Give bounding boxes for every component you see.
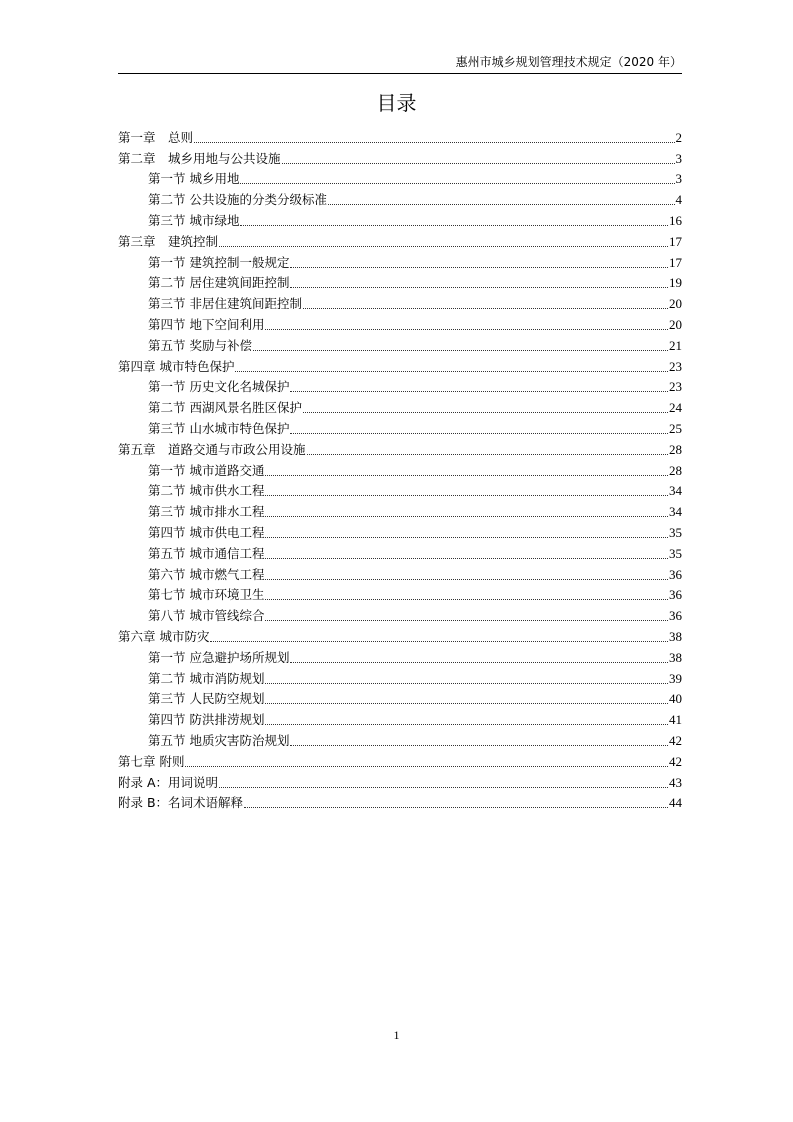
toc-dot-leader: [265, 329, 668, 330]
toc-dot-leader: [265, 724, 668, 725]
toc-entry-chapter[interactable]: [118, 229, 682, 250]
toc-dot-leader: [328, 204, 675, 205]
toc-entry-page: 42: [669, 732, 682, 748]
toc-entry-page: 35: [669, 545, 682, 561]
toc-entry-page: 3: [675, 150, 682, 166]
toc-entry-label: 第三章 建筑控制: [118, 233, 219, 249]
toc-entry-label: 第三节 人民防空规划: [148, 691, 265, 707]
toc-entry-page: 36: [669, 587, 682, 603]
toc-entry-section[interactable]: [118, 583, 682, 604]
toc-entry-label: 第七章 附则: [118, 753, 185, 769]
toc-entry-label: 第二节 公共设施的分类分级标准: [148, 192, 327, 208]
toc-dot-leader: [303, 412, 668, 413]
toc-dot-leader: [219, 246, 668, 247]
toc-entry-page: 44: [669, 795, 682, 811]
toc-entry-label: 第三节 非居住建筑间距控制: [148, 296, 302, 312]
toc-dot-leader: [290, 267, 668, 268]
toc-entry-label: 第二章 城乡用地与公共设施: [118, 150, 281, 166]
toc-dot-leader: [265, 683, 668, 684]
page-title: 目录: [376, 91, 417, 115]
toc-entry-page: 17: [669, 233, 682, 249]
toc-entry-page: 34: [669, 483, 682, 499]
toc-dot-leader: [290, 433, 668, 434]
toc-entry-page: 41: [669, 712, 682, 728]
toc-dot-leader: [265, 475, 668, 476]
toc-entry-section[interactable]: [118, 312, 682, 333]
toc-entry-page: 16: [669, 212, 682, 228]
toc-dot-leader: [265, 579, 668, 580]
table-of-contents: [118, 125, 682, 811]
toc-entry-section[interactable]: [118, 479, 682, 500]
toc-entry-label: 第一节 历史文化名城保护: [148, 379, 290, 395]
toc-entry-page: 20: [669, 296, 682, 312]
toc-entry-label: 第一节 城乡用地: [148, 171, 240, 187]
toc-entry-section[interactable]: [118, 520, 682, 541]
toc-entry-page: 34: [669, 504, 682, 520]
page-number: 1: [393, 1028, 400, 1042]
toc-entry-label: 第四节 防洪排涝规划: [148, 712, 265, 728]
toc-entry-label: 第一节 应急避护场所规划: [148, 649, 290, 665]
toc-entry-page: 19: [669, 275, 682, 291]
toc-entry-label: 第二节 城市供水工程: [148, 483, 265, 499]
toc-dot-leader: [265, 703, 668, 704]
toc-entry-page: 3: [675, 171, 682, 187]
toc-entry-page: 2: [675, 129, 682, 145]
toc-entry-label: 第七节 城市环境卫生: [148, 587, 265, 603]
toc-entry-page: 23: [669, 379, 682, 395]
toc-dot-leader: [290, 287, 668, 288]
toc-dot-leader: [219, 787, 668, 788]
toc-entry-page: 21: [669, 337, 682, 353]
toc-entry-label: 第四节 地下空间利用: [148, 316, 265, 332]
toc-dot-leader: [185, 766, 668, 767]
toc-entry-label: 第三节 山水城市特色保护: [148, 420, 290, 436]
toc-dot-leader: [194, 142, 674, 143]
toc-entry-chapter[interactable]: [118, 125, 682, 146]
toc-entry-label: 第四章 城市特色保护: [118, 358, 235, 374]
toc-dot-leader: [290, 745, 668, 746]
toc-dot-leader: [240, 225, 668, 226]
toc-dot-leader: [265, 620, 668, 621]
toc-entry-section[interactable]: [118, 541, 682, 562]
toc-entry-section[interactable]: [118, 458, 682, 479]
toc-entry-label: 附录 B：名词术语解释: [118, 795, 244, 811]
toc-entry-label: 第六节 城市燃气工程: [148, 566, 265, 582]
toc-entry-chapter[interactable]: [118, 146, 682, 167]
toc-entry-chapter[interactable]: [118, 770, 682, 791]
toc-entry-section[interactable]: [118, 271, 682, 292]
toc-entry-label: 第二节 居住建筑间距控制: [148, 275, 290, 291]
toc-entry-chapter[interactable]: [118, 791, 682, 812]
toc-dot-leader: [240, 183, 674, 184]
toc-entry-section[interactable]: [118, 375, 682, 396]
toc-entry-page: 20: [669, 316, 682, 332]
toc-entry-label: 第一章 总则: [118, 129, 194, 145]
toc-dot-leader: [307, 454, 668, 455]
toc-entry-page: 35: [669, 524, 682, 540]
toc-entry-page: 28: [669, 441, 682, 457]
toc-dot-leader: [290, 391, 668, 392]
toc-entry-label: 第五章 道路交通与市政公用设施: [118, 441, 306, 457]
toc-entry-section[interactable]: [118, 333, 682, 354]
toc-entry-label: 第二节 西湖风景名胜区保护: [148, 400, 302, 416]
toc-entry-label: 第六章 城市防灾: [118, 628, 210, 644]
toc-entry-section[interactable]: [118, 187, 682, 208]
toc-entry-label: 第四节 城市供电工程: [148, 524, 265, 540]
toc-entry-section[interactable]: [118, 687, 682, 708]
toc-entry-page: 17: [669, 254, 682, 270]
toc-dot-leader: [253, 350, 668, 351]
toc-entry-page: 36: [669, 566, 682, 582]
toc-entry-section[interactable]: [118, 603, 682, 624]
toc-entry-page: 28: [669, 462, 682, 478]
toc-dot-leader: [235, 371, 668, 372]
toc-entry-section[interactable]: [118, 562, 682, 583]
toc-dot-leader: [265, 495, 668, 496]
toc-dot-leader: [265, 599, 668, 600]
running-header: 惠州市城乡规划管理技术规定（2020 年）: [455, 55, 682, 69]
toc-entry-page: 36: [669, 608, 682, 624]
toc-dot-leader: [265, 537, 668, 538]
toc-entry-label: 第五节 城市通信工程: [148, 545, 265, 561]
toc-entry-chapter[interactable]: [118, 437, 682, 458]
toc-entry-label: 第一节 城市道路交通: [148, 462, 265, 478]
toc-entry-section[interactable]: [118, 395, 682, 416]
toc-entry-label: 第八节 城市管线综合: [148, 608, 265, 624]
toc-entry-chapter[interactable]: [118, 354, 682, 375]
toc-entry-chapter[interactable]: [118, 624, 682, 645]
toc-entry-chapter[interactable]: [118, 749, 682, 770]
toc-dot-leader: [303, 308, 668, 309]
toc-entry-section[interactable]: [118, 728, 682, 749]
toc-dot-leader: [265, 516, 668, 517]
toc-dot-leader: [290, 662, 668, 663]
toc-entry-section[interactable]: [118, 499, 682, 520]
toc-entry-section[interactable]: [118, 707, 682, 728]
toc-entry-page: 25: [669, 420, 682, 436]
toc-entry-page: 38: [669, 628, 682, 644]
toc-entry-section[interactable]: [118, 250, 682, 271]
toc-dot-leader: [265, 558, 668, 559]
toc-entry-label: 第三节 城市绿地: [148, 212, 240, 228]
toc-entry-label: 第三节 城市排水工程: [148, 504, 265, 520]
toc-dot-leader: [244, 807, 668, 808]
toc-entry-page: 40: [669, 691, 682, 707]
toc-entry-label: 第二节 城市消防规划: [148, 670, 265, 686]
toc-entry-section[interactable]: [118, 666, 682, 687]
toc-entry-label: 第一节 建筑控制一般规定: [148, 254, 290, 270]
toc-entry-page: 24: [669, 400, 682, 416]
toc-entry-page: 43: [669, 774, 682, 790]
toc-entry-section[interactable]: [118, 167, 682, 188]
toc-dot-leader: [282, 163, 675, 164]
toc-entry-label: 附录 A：用词说明: [118, 774, 219, 790]
toc-dot-leader: [210, 641, 668, 642]
header-divider: [118, 73, 682, 74]
toc-entry-label: 第五节 奖励与补偿: [148, 337, 252, 353]
toc-entry-section[interactable]: [118, 416, 682, 437]
toc-entry-page: 38: [669, 649, 682, 665]
toc-entry-page: 23: [669, 358, 682, 374]
toc-entry-label: 第五节 地质灾害防治规划: [148, 732, 290, 748]
toc-entry-section[interactable]: [118, 645, 682, 666]
toc-entry-page: 42: [669, 753, 682, 769]
toc-entry-section[interactable]: [118, 208, 682, 229]
toc-entry-page: 39: [669, 670, 682, 686]
toc-entry-section[interactable]: [118, 291, 682, 312]
toc-entry-page: 4: [675, 192, 682, 208]
